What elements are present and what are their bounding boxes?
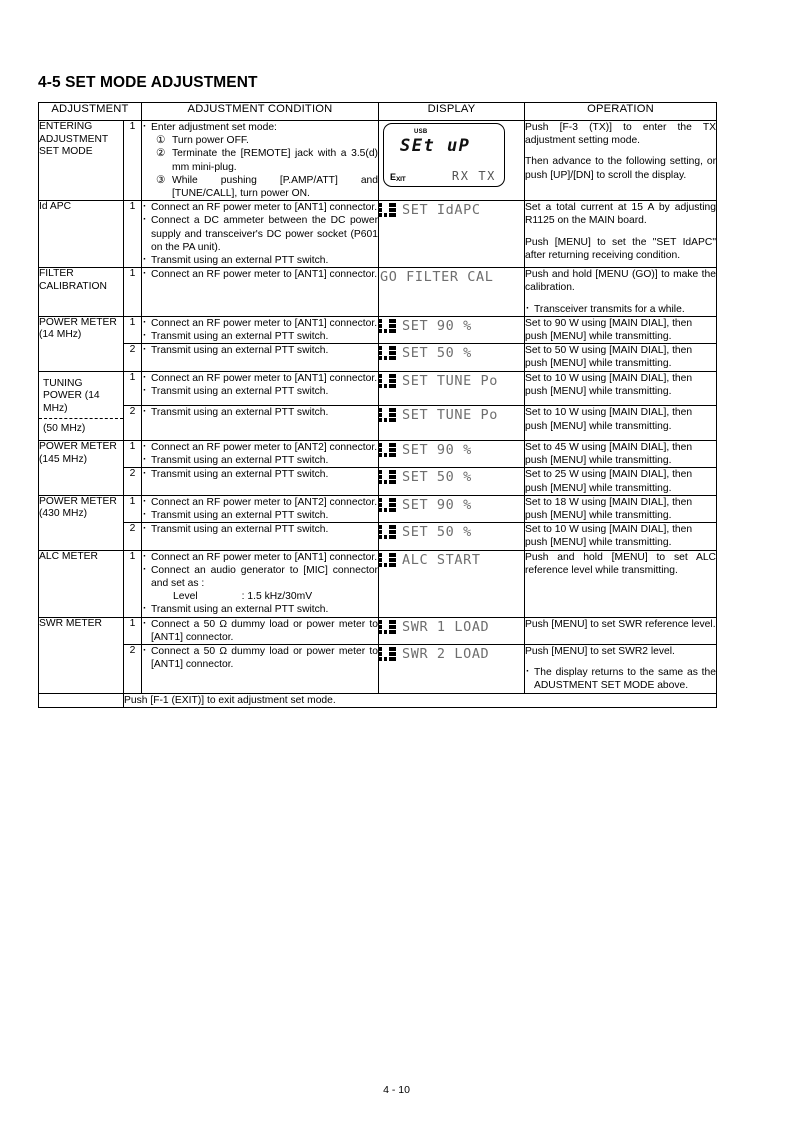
row-step: 2 bbox=[124, 344, 142, 371]
row-name: ALC METER bbox=[39, 550, 124, 617]
condition-bullet: · Connect an RF power meter to [ANT1] connector. bbox=[142, 201, 378, 214]
segment-display-text: SET 50 % bbox=[402, 345, 472, 362]
lcd-segment-icon bbox=[379, 470, 396, 484]
operation-paragraph: Set to 50 W using [MAIN DIAL], then push [MENU] while transmitting. bbox=[525, 345, 693, 370]
table-row bbox=[39, 645, 717, 694]
level-value: : 1.5 kHz/30mV bbox=[241, 591, 313, 603]
row-display bbox=[379, 316, 525, 343]
lcd-segment-icon bbox=[379, 346, 396, 360]
lcd-segment-icon bbox=[379, 408, 396, 422]
row-condition bbox=[142, 550, 379, 617]
row-operation bbox=[525, 371, 717, 406]
lcd-segment-icon bbox=[379, 443, 396, 457]
segment-display bbox=[379, 441, 524, 458]
condition-bullet: · Transmit using an external PTT switch. bbox=[142, 254, 378, 267]
operation-paragraph: Set to 10 W using [MAIN DIAL], then push [MENU] while transmitting. bbox=[525, 407, 693, 432]
row-operation bbox=[525, 645, 717, 694]
row-condition bbox=[142, 344, 379, 371]
condition-step: ③ While pushing [P.AMP/ATT] and [TUNE/CALL], turn power ON. bbox=[156, 174, 378, 200]
segment-display bbox=[379, 201, 524, 218]
condition-bullet: · Connect an RF power meter to [ANT1] connector. bbox=[142, 551, 378, 564]
row-name: POWER METER (14 MHz) bbox=[39, 316, 124, 371]
segment-display bbox=[379, 317, 524, 334]
footer-spacer bbox=[39, 693, 124, 707]
row-condition bbox=[142, 495, 379, 522]
header-display: DISPLAY bbox=[379, 103, 525, 121]
row-display bbox=[379, 495, 525, 522]
table-row bbox=[39, 468, 717, 495]
operation-paragraph: Set to 45 W using [MAIN DIAL], then push [MENU] while transmitting. bbox=[525, 442, 693, 467]
row-condition bbox=[142, 121, 379, 201]
condition-bullet: · Connect a DC ammeter between the DC power supply and transceiver's DC power socket (P601 on the PA unit). bbox=[142, 214, 378, 254]
segment-display-text: SWR 1 LOAD bbox=[402, 618, 490, 635]
table-row bbox=[39, 121, 717, 201]
operation-paragraph: Set to 18 W using [MAIN DIAL], then push [MENU] while transmitting. bbox=[525, 496, 693, 522]
table-row bbox=[39, 201, 717, 268]
condition-bullet: · Connect a 50 Ω dummy load or power meter to [ANT1] connector. bbox=[142, 645, 378, 671]
segment-display bbox=[379, 551, 524, 568]
row-display bbox=[379, 268, 525, 317]
segment-display bbox=[379, 344, 524, 361]
segment-display-text: SET 90 % bbox=[402, 317, 472, 334]
condition-bullet: · Transmit using an external PTT switch. bbox=[142, 454, 378, 467]
row-display bbox=[379, 523, 525, 550]
condition-level-line bbox=[151, 590, 378, 603]
footer-note: Push [F-1 (EXIT)] to exit adjustment set mode. bbox=[124, 693, 717, 707]
lcd-segment-icon bbox=[379, 203, 396, 217]
row-display bbox=[379, 201, 525, 268]
lcd-display-panel bbox=[383, 123, 505, 187]
circled-number-2: ② bbox=[156, 148, 166, 160]
lcd-segment-icon bbox=[379, 498, 396, 512]
operation-paragraph: Push [MENU] to set SWR reference level. bbox=[525, 618, 716, 630]
condition-bullet: · Enter adjustment set mode: bbox=[142, 121, 378, 134]
row-operation bbox=[525, 268, 717, 317]
row-step: 1 bbox=[124, 201, 142, 268]
row-operation bbox=[525, 121, 717, 201]
row-display bbox=[379, 617, 525, 644]
segment-display bbox=[379, 406, 524, 423]
row-step: 1 bbox=[124, 441, 142, 468]
lcd-segment-icon bbox=[379, 374, 396, 388]
row-name: ENTERING ADJUSTMENT SET MODE bbox=[39, 121, 124, 201]
row-step: 1 bbox=[124, 371, 142, 406]
lcd-main-text: SEt uP bbox=[400, 136, 471, 156]
row-step: 1 bbox=[124, 617, 142, 644]
row-condition bbox=[142, 316, 379, 343]
row-step: 2 bbox=[124, 645, 142, 694]
operation-paragraph: Push [F-3 (TX)] to enter the TX adjustment setting mode. bbox=[525, 122, 716, 147]
row-step: 2 bbox=[124, 406, 142, 441]
row-operation bbox=[525, 316, 717, 343]
operation-paragraph: Push [MENU] to set the "SET IdAPC" after returning receiving condition. bbox=[525, 236, 716, 261]
table-row bbox=[39, 371, 717, 406]
row-name: POWER METER (430 MHz) bbox=[39, 495, 124, 550]
operation-paragraph: Set to 25 W using [MAIN DIAL], then push [MENU] while transmitting. bbox=[525, 469, 693, 494]
row-condition bbox=[142, 201, 379, 268]
row-step: 1 bbox=[124, 550, 142, 617]
lcd-segment-icon bbox=[379, 553, 396, 567]
header-condition: ADJUSTMENT CONDITION bbox=[142, 103, 379, 121]
segment-display-text: SET 90 % bbox=[402, 442, 472, 459]
segment-display bbox=[379, 372, 524, 389]
row-condition bbox=[142, 523, 379, 550]
table-row bbox=[39, 344, 717, 371]
segment-display-text: GO FILTER CAL bbox=[380, 269, 494, 286]
row-display bbox=[379, 468, 525, 495]
condition-bullet: · Connect an RF power meter to [ANT2] connector. bbox=[142, 441, 378, 454]
row-display bbox=[379, 344, 525, 371]
row-name: POWER METER (145 MHz) bbox=[39, 441, 124, 496]
row-step: 1 bbox=[124, 268, 142, 317]
condition-bullet: · Transmit using an external PTT switch. bbox=[142, 603, 378, 616]
row-operation bbox=[525, 441, 717, 468]
row-operation bbox=[525, 617, 717, 644]
row-step: 1 bbox=[124, 121, 142, 201]
segment-display bbox=[379, 523, 524, 540]
row-step: 1 bbox=[124, 316, 142, 343]
row-display bbox=[379, 371, 525, 406]
operation-paragraph: Set to 10 W using [MAIN DIAL], then push [MENU] while transmitting. bbox=[525, 372, 693, 397]
circled-number-3: ③ bbox=[156, 174, 166, 186]
row-name bbox=[39, 371, 124, 440]
table-header-row bbox=[39, 103, 717, 121]
operation-paragraph: Set to 10 W using [MAIN DIAL], then push [MENU] while transmitting. bbox=[525, 524, 693, 549]
row-condition bbox=[142, 617, 379, 644]
row-condition bbox=[142, 268, 379, 317]
header-adjustment: ADJUSTMENT bbox=[39, 103, 142, 121]
row-display bbox=[379, 441, 525, 468]
row-operation bbox=[525, 523, 717, 550]
condition-bullet: · Transmit using an external PTT switch. bbox=[142, 330, 378, 343]
row-name-top: TUNING POWER (14 MHz) bbox=[39, 372, 123, 420]
page-title: 4-5 SET MODE ADJUSTMENT bbox=[38, 74, 258, 91]
condition-bullet: · Connect an RF power meter to [ANT2] connector. bbox=[142, 496, 378, 509]
row-name: FILTER CALIBRATION bbox=[39, 268, 124, 317]
segment-display-text: SET TUNE Po bbox=[402, 372, 499, 389]
row-condition bbox=[142, 406, 379, 441]
row-display bbox=[379, 645, 525, 694]
segment-display-text: SET TUNE Po bbox=[402, 407, 499, 424]
condition-bullet: · Connect an RF power meter to [ANT1] connector. bbox=[142, 268, 378, 281]
lcd-segment-icon bbox=[379, 647, 396, 661]
row-operation bbox=[525, 495, 717, 522]
table-row bbox=[39, 316, 717, 343]
operation-paragraph: Set a total current at 15 A by adjusting R1125 on the MAIN board. bbox=[525, 202, 716, 227]
lcd-usb-indicator: USB bbox=[414, 129, 428, 135]
table-row bbox=[39, 550, 717, 617]
segment-display bbox=[379, 496, 524, 513]
operation-paragraph: Set to 90 W using [MAIN DIAL], then push [MENU] while transmitting. bbox=[525, 317, 693, 343]
segment-display bbox=[379, 645, 524, 662]
row-display bbox=[379, 121, 525, 201]
row-condition bbox=[142, 645, 379, 694]
lcd-segment-icon bbox=[379, 525, 396, 539]
segment-display-text: SWR 2 LOAD bbox=[402, 646, 490, 663]
adjustment-table bbox=[38, 102, 717, 708]
segment-display-text: ALC START bbox=[402, 551, 481, 568]
table-row bbox=[39, 441, 717, 468]
row-operation bbox=[525, 468, 717, 495]
table-footer-row bbox=[39, 693, 717, 707]
segment-display-text: SET 90 % bbox=[402, 496, 472, 513]
row-condition bbox=[142, 441, 379, 468]
condition-bullet: · Transmit using an external PTT switch. bbox=[142, 344, 378, 357]
table-row bbox=[39, 495, 717, 522]
row-step: 2 bbox=[124, 523, 142, 550]
condition-bullet: · Connect an RF power meter to [ANT1] connector. bbox=[142, 317, 378, 330]
condition-bullet: · Connect a 50 Ω dummy load or power meter to [ANT1] connector. bbox=[142, 618, 378, 644]
segment-display bbox=[379, 468, 524, 485]
operation-paragraph: Push [MENU] to set SWR2 level. bbox=[525, 646, 675, 658]
table-row bbox=[39, 617, 717, 644]
operation-paragraph: Push and hold [MENU (GO)] to make the calibration. bbox=[525, 269, 716, 294]
operation-bullet: · The display returns to the same as the ADUSTMENT SET MODE above. bbox=[525, 666, 716, 692]
row-condition bbox=[142, 468, 379, 495]
page-number: 4 - 10 bbox=[383, 1084, 410, 1096]
segment-display-text: SET IdAPC bbox=[402, 202, 481, 219]
table-row bbox=[39, 406, 717, 441]
segment-display bbox=[379, 268, 524, 285]
row-operation bbox=[525, 550, 717, 617]
table-row bbox=[39, 523, 717, 550]
lcd-exit-label: EXIT bbox=[390, 172, 406, 183]
row-display bbox=[379, 406, 525, 441]
lcd-rxtx-label: RX TX bbox=[451, 169, 496, 183]
row-name-bottom: (50 MHz) bbox=[43, 423, 86, 435]
operation-paragraph: Then advance to the following setting, or push [UP]/[DN] to scroll the display. bbox=[525, 156, 716, 181]
row-operation bbox=[525, 344, 717, 371]
operation-bullet: · Transceiver transmits for a while. bbox=[525, 303, 716, 316]
condition-bullet: · Connect an RF power meter to [ANT1] connector. bbox=[142, 372, 378, 385]
row-condition bbox=[142, 371, 379, 406]
condition-bullet: · Transmit using an external PTT switch. bbox=[142, 509, 378, 522]
condition-step: ① Turn power OFF. bbox=[156, 135, 249, 147]
row-name: Id APC bbox=[39, 201, 124, 268]
condition-bullet: · Transmit using an external PTT switch. bbox=[142, 468, 378, 481]
condition-step: ② Terminate the [REMOTE] jack with a 3.5(d) mm mini-plug. bbox=[156, 148, 378, 173]
table-row bbox=[39, 268, 717, 317]
segment-display-text: SET 50 % bbox=[402, 524, 472, 541]
lcd-segment-icon bbox=[379, 319, 396, 333]
segment-display bbox=[379, 618, 524, 635]
level-label: Level bbox=[173, 591, 198, 603]
row-operation bbox=[525, 406, 717, 441]
condition-bullet: · Transmit using an external PTT switch. bbox=[142, 523, 378, 536]
row-step: 2 bbox=[124, 468, 142, 495]
condition-bullet: · Connect an audio generator to [MIC] connector and set as : Level : 1.5 kHz/30mV bbox=[142, 564, 378, 604]
condition-bullet: · Transmit using an external PTT switch. bbox=[142, 385, 378, 398]
circled-number-1: ① bbox=[156, 135, 166, 147]
row-display bbox=[379, 550, 525, 617]
condition-bullet: · Transmit using an external PTT switch. bbox=[142, 406, 378, 419]
lcd-segment-icon bbox=[379, 620, 396, 634]
row-operation bbox=[525, 201, 717, 268]
row-name: SWR METER bbox=[39, 617, 124, 693]
operation-paragraph: Push and hold [MENU] to set ALC reference level while transmitting. bbox=[525, 551, 716, 576]
row-step: 1 bbox=[124, 495, 142, 522]
segment-display-text: SET 50 % bbox=[402, 469, 472, 486]
header-operation: OPERATION bbox=[525, 103, 717, 121]
